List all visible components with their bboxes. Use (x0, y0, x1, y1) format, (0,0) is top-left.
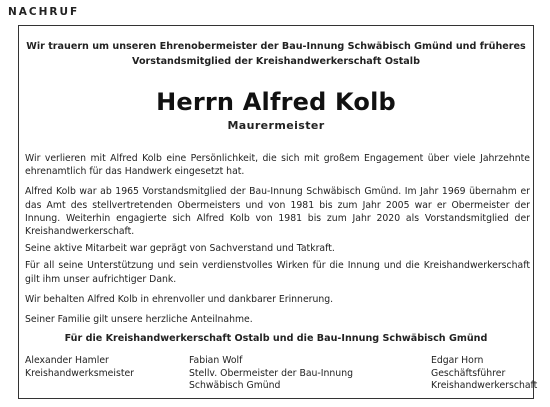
signatory-role: Schwäbisch Gmünd (189, 380, 281, 392)
body-paragraph: Seine aktive Mitarbeit war geprägt von Sachverstand und Tatkraft. (25, 243, 335, 255)
signatory-name: Alexander Hamler (25, 355, 109, 366)
obituary-body (25, 152, 530, 333)
closing-line: Für die Kreishandwerkerschaft Ostalb und die Bau-Innung Schwäbisch Gmünd (64, 333, 488, 344)
body-paragraph: Wir verlieren mit Alfred Kolb eine Persönlichkeit, die sich mit großem Engagement über viele Jahrzehnte ehrenamtlich für das Handwerk eingesetzt hat. (25, 153, 530, 178)
signatory-role: Stellv. Obermeister der Bau-Innung (189, 367, 353, 379)
signatory-name: Fabian Wolf (189, 355, 243, 366)
body-paragraph: Seiner Familie gilt unsere herzliche Anteilnahme. (25, 314, 253, 326)
deceased-title: Maurermeister (227, 119, 325, 132)
signatory-role: Kreishandwerkerschaft (431, 380, 538, 392)
notice-type-label: NACHRUF (8, 6, 80, 18)
body-paragraph: Für all seine Unterstützung und sein verdienstvolles Wirken für die Innung und die Kreishandwerkerschaft gilt ihm unser aufrichtiger Dank. (25, 260, 530, 285)
signatory (431, 355, 537, 393)
signatory (25, 355, 134, 380)
intro-text (19, 39, 533, 69)
intro-line: Vorstandsmitglied der Kreishandwerkerschaft Ostalb (132, 56, 420, 67)
signatory-role: Geschäftsführer (431, 367, 506, 379)
signatory-role: Kreishandwerksmeister (25, 367, 135, 379)
obituary-notice (18, 25, 538, 399)
body-paragraph: Wir behalten Alfred Kolb in ehrenvoller und dankbarer Erinnerung. (25, 293, 334, 305)
signatory (189, 355, 353, 393)
body-paragraph: Alfred Kolb war ab 1965 Vorstandsmitglied der Bau-Innung Schwäbisch Gmünd. Im Jahr 1969 übernahm er das Amt des stellvertretenden Obermeisters und von 1981 bis zum Jahr 2005 war er Obermeister der Innung. Weiterhin engagierte sich Alfred Kolb von 1981 bis zum Jahr 2020 als Vorstandsmitglied der Kreishandwerkerschaft. (25, 186, 530, 238)
deceased-name: Herrn Alfred Kolb (156, 88, 396, 116)
intro-line: Wir trauern um unseren Ehrenobermeister der Bau-Innung Schwäbisch Gmünd und früheres (26, 41, 526, 52)
signatory-name: Edgar Horn (431, 355, 484, 366)
